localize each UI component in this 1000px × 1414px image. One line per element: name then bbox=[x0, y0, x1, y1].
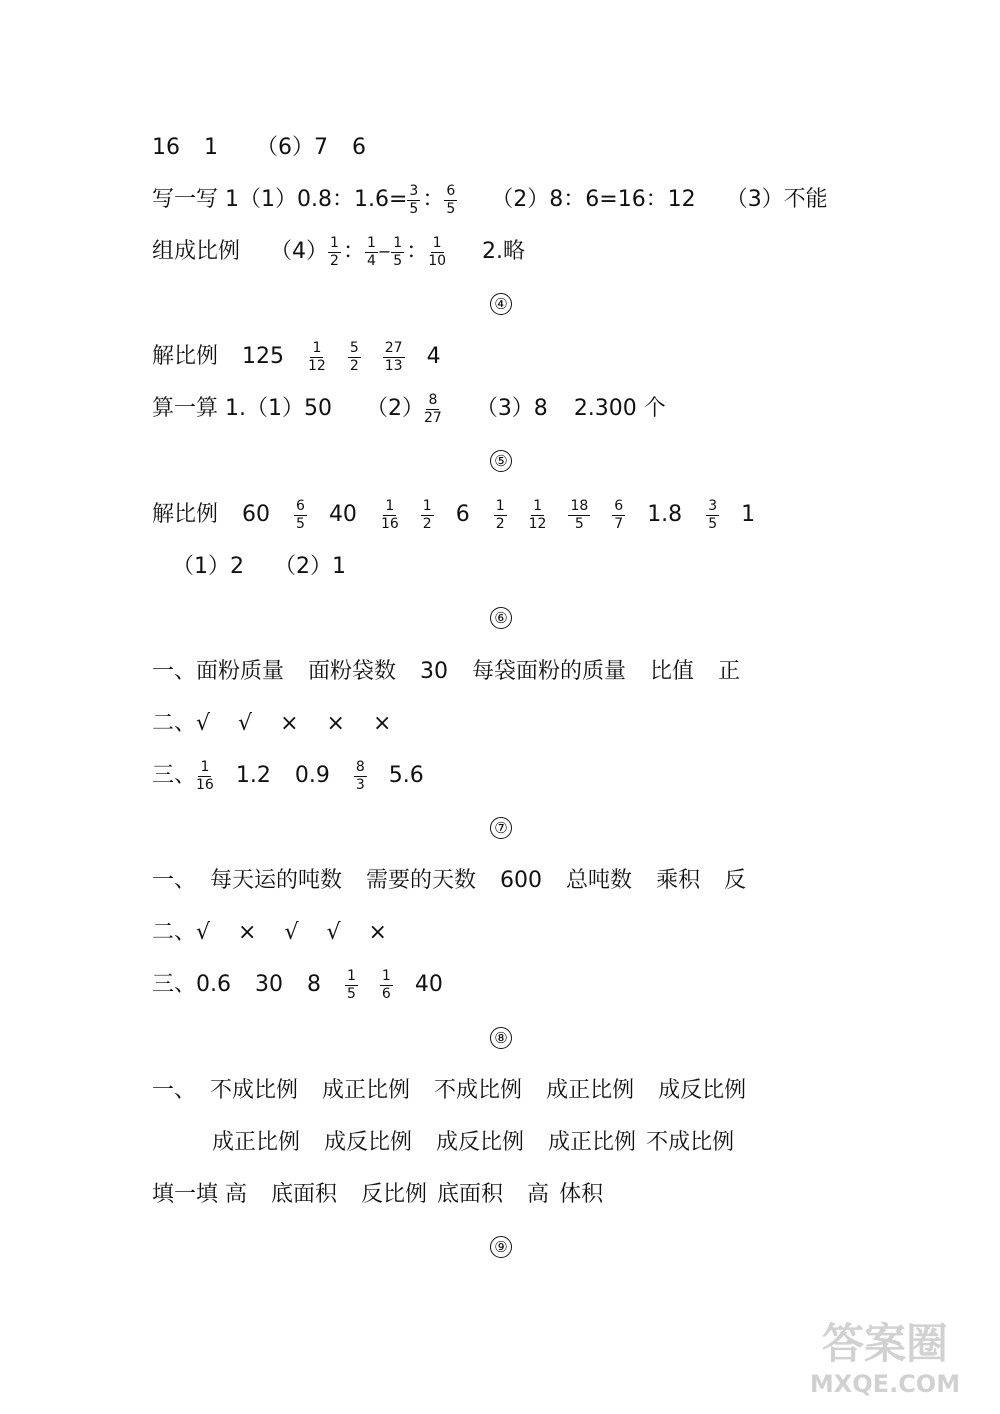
answer-line-12 bbox=[152, 915, 411, 951]
text-seg: 反比例 bbox=[361, 1182, 428, 1207]
numerator: 6 bbox=[446, 182, 456, 199]
fraction bbox=[444, 184, 457, 216]
text-seg: × bbox=[326, 711, 345, 736]
denominator: 12 bbox=[528, 515, 547, 532]
text-seg: × bbox=[238, 920, 257, 945]
section-marker-9: ⑨ bbox=[490, 1236, 512, 1258]
answer-line-5 bbox=[152, 391, 690, 427]
answer-line-7 bbox=[172, 549, 370, 585]
text-seg: 比值 bbox=[650, 659, 695, 684]
fraction bbox=[428, 236, 446, 268]
text-seg: （3）不能 bbox=[725, 187, 828, 212]
fraction bbox=[421, 499, 434, 531]
denominator: 5 bbox=[574, 515, 584, 532]
section-marker-7: ⑦ bbox=[490, 817, 512, 839]
numerator: 1 bbox=[393, 234, 403, 251]
text-seg: 1.8 bbox=[647, 502, 683, 527]
text-seg: 三、 bbox=[152, 763, 197, 788]
denominator: 27 bbox=[423, 409, 442, 426]
text-seg: × bbox=[368, 920, 387, 945]
fraction bbox=[348, 341, 361, 373]
text-seg: 一、 bbox=[152, 1078, 197, 1103]
text-seg: √ bbox=[238, 711, 253, 736]
text-seg: 正 bbox=[718, 659, 741, 684]
text-seg: 6 bbox=[352, 135, 366, 160]
numerator: 1 bbox=[422, 497, 432, 514]
text-seg: 16 bbox=[152, 135, 180, 160]
numerator: 3 bbox=[409, 182, 419, 199]
denominator: 3 bbox=[355, 776, 365, 793]
numerator: 27 bbox=[384, 339, 403, 356]
text-seg: 成正比例 bbox=[212, 1130, 301, 1155]
text-seg: （2）1 bbox=[274, 554, 346, 579]
text-seg: ： bbox=[406, 239, 429, 264]
fraction bbox=[529, 499, 547, 531]
text-seg: 每袋面粉的质量 bbox=[472, 659, 627, 684]
text-seg: 总吨数 bbox=[566, 868, 633, 893]
text-seg: 组成比例 bbox=[152, 239, 241, 264]
denominator: 5 bbox=[393, 252, 403, 269]
text-seg: 6 bbox=[455, 502, 470, 527]
numerator: 1 bbox=[330, 234, 339, 251]
text-seg: 成反比例 bbox=[658, 1078, 747, 1103]
text-seg: 8 bbox=[307, 972, 321, 997]
fraction bbox=[365, 236, 378, 268]
text-seg: 40 bbox=[414, 972, 443, 997]
text-seg: 5.6 bbox=[388, 763, 424, 788]
denominator: 5 bbox=[446, 200, 456, 217]
numerator: 1 bbox=[385, 497, 395, 514]
text-seg: 60 bbox=[242, 502, 271, 527]
answer-line-13 bbox=[152, 967, 467, 1003]
text-seg: 一、面粉质量 bbox=[152, 659, 285, 684]
answer-line-1 bbox=[152, 130, 390, 166]
text-seg: 体积 bbox=[559, 1182, 604, 1207]
fraction bbox=[391, 236, 404, 268]
numerator: 3 bbox=[708, 497, 718, 514]
answer-line-14 bbox=[152, 1073, 770, 1109]
denominator: 5 bbox=[347, 985, 356, 1002]
text-seg: （3）8 bbox=[475, 396, 548, 421]
denominator: 5 bbox=[409, 200, 419, 217]
numerator: 6 bbox=[614, 497, 624, 514]
text-seg: − bbox=[377, 242, 392, 261]
section-marker-8: ⑧ bbox=[490, 1027, 512, 1049]
text-seg: 125 bbox=[242, 344, 285, 369]
denominator: 2 bbox=[330, 252, 339, 269]
text-seg: 不成比例 bbox=[434, 1078, 523, 1103]
section-marker-6: ⑥ bbox=[490, 607, 512, 629]
fraction bbox=[196, 760, 214, 792]
text-seg: 填一填 高 bbox=[152, 1182, 247, 1207]
text-seg: 反 bbox=[724, 868, 747, 893]
text-seg: 高 bbox=[527, 1182, 550, 1207]
numerator: 1 bbox=[347, 967, 356, 984]
denominator: 12 bbox=[308, 357, 326, 374]
fraction bbox=[383, 341, 405, 373]
fraction bbox=[308, 341, 326, 373]
text-seg: （1）2 bbox=[172, 554, 244, 579]
watermark-text: 答案圈 bbox=[821, 1319, 949, 1368]
answer-line-4 bbox=[152, 339, 465, 375]
answer-line-16 bbox=[152, 1177, 627, 1213]
text-seg: 写一写 1（1）0.8：1.6= bbox=[152, 187, 408, 212]
text-seg: 1.2 bbox=[235, 763, 271, 788]
answer-line-9 bbox=[152, 706, 415, 742]
denominator: 5 bbox=[296, 515, 305, 532]
answer-line-2 bbox=[152, 182, 852, 218]
denominator: 2 bbox=[422, 515, 432, 532]
text-seg: 不成比例 bbox=[646, 1130, 735, 1155]
numerator: 1 bbox=[200, 758, 210, 775]
text-seg: 二、√ bbox=[152, 920, 211, 945]
text-seg: （2） bbox=[365, 396, 424, 421]
denominator: 10 bbox=[428, 252, 447, 269]
denominator: 2 bbox=[495, 515, 505, 532]
text-seg: 1 bbox=[204, 135, 218, 160]
text-seg: 底面积 bbox=[271, 1182, 338, 1207]
text-seg: （6）7 bbox=[256, 135, 328, 160]
text-seg: 乘积 bbox=[656, 868, 701, 893]
denominator: 16 bbox=[196, 776, 214, 793]
answer-line-6 bbox=[152, 497, 779, 533]
watermark-logo bbox=[790, 1310, 980, 1400]
text-seg: 30 bbox=[255, 972, 283, 997]
denominator: 5 bbox=[708, 515, 718, 532]
text-seg: 2.300 个 bbox=[573, 396, 666, 421]
text-seg: 0.9 bbox=[294, 763, 330, 788]
text-seg: 成反比例 bbox=[436, 1130, 525, 1155]
text-seg: 30 bbox=[420, 659, 449, 684]
text-seg: 4 bbox=[426, 344, 441, 369]
text-seg: √ bbox=[326, 920, 341, 945]
section-marker-4: ④ bbox=[490, 293, 512, 315]
text-seg: ： bbox=[422, 187, 445, 212]
numerator: 5 bbox=[349, 339, 359, 356]
text-seg: × bbox=[280, 711, 299, 736]
fraction bbox=[380, 969, 393, 1001]
answer-line-8 bbox=[152, 654, 764, 690]
fraction bbox=[407, 184, 420, 216]
text-seg: 成反比例 bbox=[324, 1130, 413, 1155]
text-seg: 1 bbox=[741, 502, 756, 527]
numerator: 1 bbox=[432, 234, 442, 251]
answer-line-10 bbox=[152, 758, 448, 794]
fraction bbox=[345, 969, 358, 1001]
answer-line-3 bbox=[152, 234, 549, 270]
numerator: 6 bbox=[296, 497, 305, 514]
text-seg: （2）8：6=16：12 bbox=[491, 187, 696, 212]
text-seg: 二、√ bbox=[152, 711, 211, 736]
numerator: 1 bbox=[381, 967, 391, 984]
text-seg: √ bbox=[284, 920, 299, 945]
text-seg: × bbox=[372, 711, 392, 736]
text-seg: 成正比例 bbox=[548, 1130, 637, 1155]
watermark-domain: MXQE.COM bbox=[809, 1370, 961, 1398]
text-seg: 成正比例 bbox=[322, 1078, 411, 1103]
denominator: 13 bbox=[384, 357, 403, 374]
text-seg: 三、0.6 bbox=[152, 972, 231, 997]
fraction bbox=[424, 393, 442, 425]
fraction bbox=[328, 236, 341, 268]
numerator: 8 bbox=[428, 391, 438, 408]
text-seg: ： bbox=[342, 239, 365, 264]
text-seg: 一、 bbox=[152, 868, 197, 893]
denominator: 16 bbox=[380, 515, 399, 532]
text-seg: 解比例 bbox=[152, 502, 219, 527]
denominator: 6 bbox=[381, 985, 391, 1002]
text-seg: 40 bbox=[328, 502, 357, 527]
text-seg: （4） bbox=[270, 239, 329, 264]
numerator: 18 bbox=[570, 497, 589, 514]
answer-line-11 bbox=[152, 863, 770, 899]
fraction bbox=[612, 499, 625, 531]
denominator: 4 bbox=[366, 252, 376, 269]
text-seg: 不成比例 bbox=[210, 1078, 299, 1103]
text-seg: 需要的天数 bbox=[366, 868, 477, 893]
text-seg: 2.略 bbox=[482, 239, 526, 264]
text-seg: 算一算 1.（1）50 bbox=[152, 396, 332, 421]
numerator: 1 bbox=[495, 497, 505, 514]
fraction bbox=[381, 499, 399, 531]
fraction bbox=[568, 499, 590, 531]
numerator: 1 bbox=[312, 339, 322, 356]
fraction bbox=[294, 499, 307, 531]
text-seg: 600 bbox=[500, 868, 543, 893]
numerator: 1 bbox=[533, 497, 542, 514]
fraction bbox=[354, 760, 367, 792]
text-seg: 面粉袋数 bbox=[308, 659, 397, 684]
fraction bbox=[706, 499, 719, 531]
numerator: 8 bbox=[355, 758, 365, 775]
section-marker-5: ⑤ bbox=[490, 450, 512, 472]
answer-line-15 bbox=[212, 1125, 758, 1161]
text-seg: 底面积 bbox=[437, 1182, 504, 1207]
denominator: 7 bbox=[614, 515, 624, 532]
numerator: 1 bbox=[366, 234, 376, 251]
fraction bbox=[494, 499, 507, 531]
text-seg: 解比例 bbox=[152, 344, 219, 369]
text-seg: 成正比例 bbox=[546, 1078, 635, 1103]
text-seg: 每天运的吨数 bbox=[210, 868, 343, 893]
denominator: 2 bbox=[349, 357, 359, 374]
